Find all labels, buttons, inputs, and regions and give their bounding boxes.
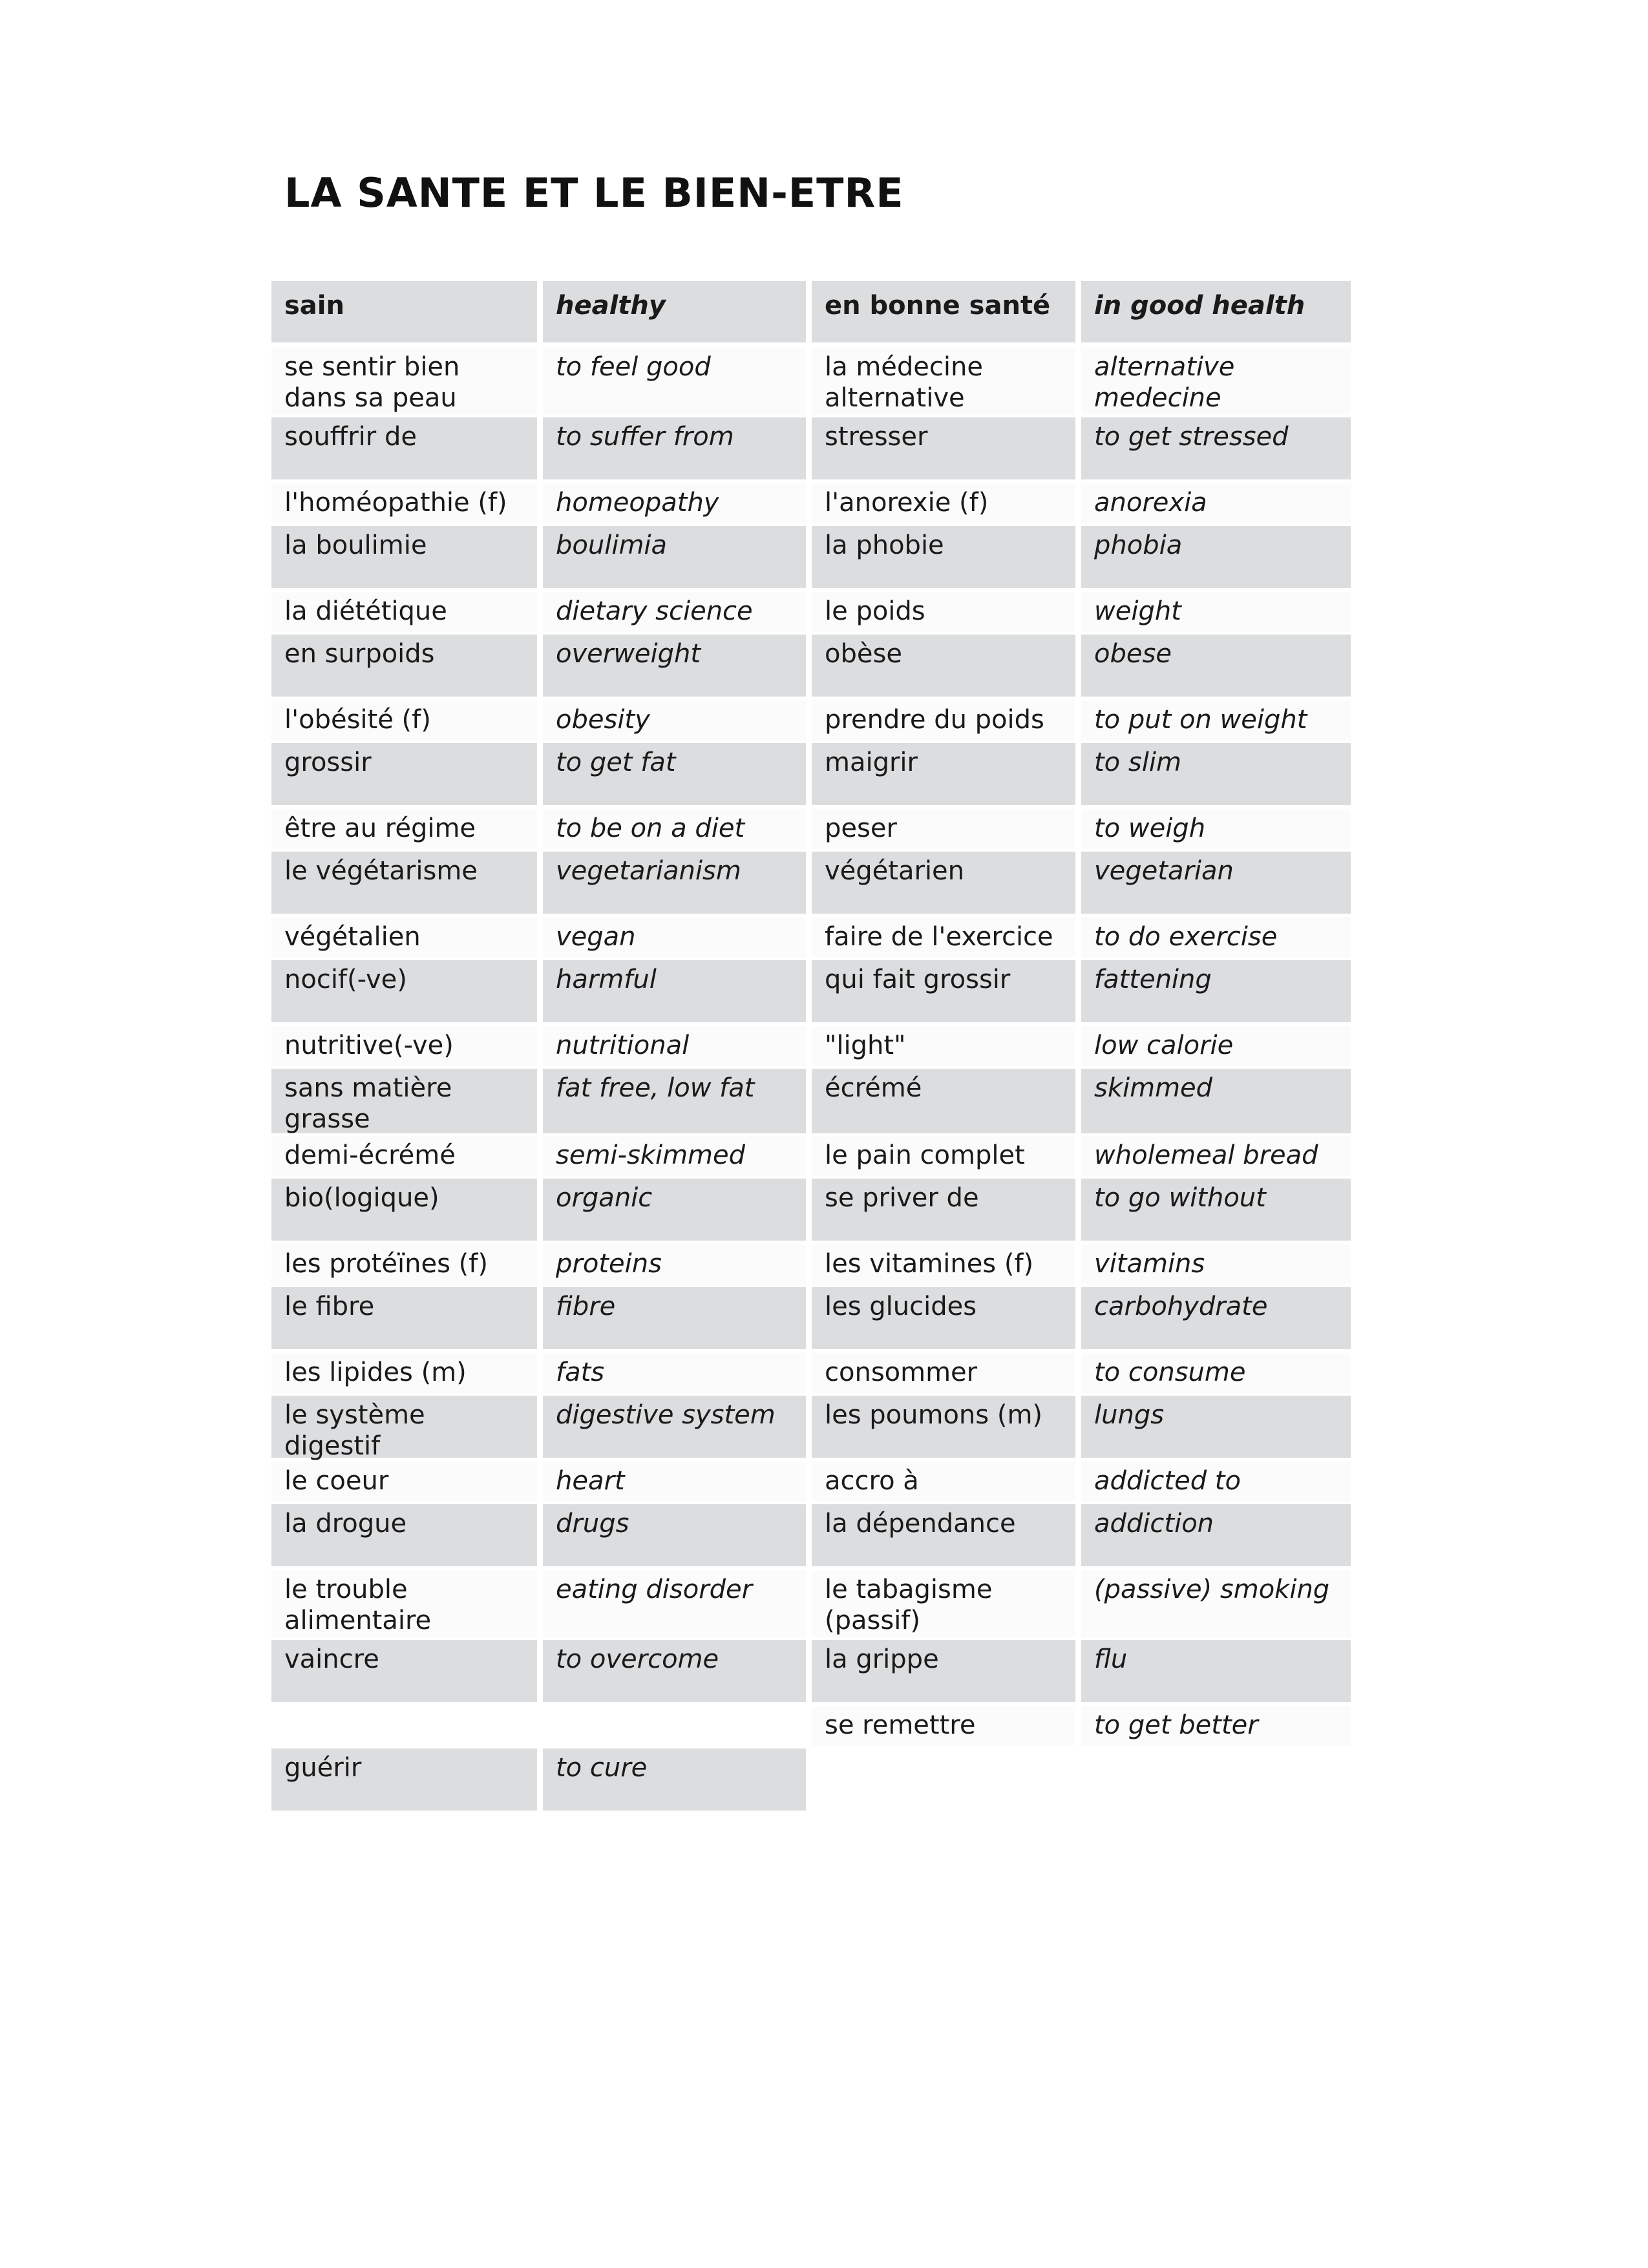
table-row [271,526,1351,588]
english-translation-cell: alternative medecine [1081,348,1351,415]
table-row [271,1504,1351,1566]
table-row [271,918,1351,958]
english-translation-cell: (passive) smoking [1081,1570,1351,1637]
english-translation-cell: eating disorder [543,1570,806,1637]
english-translation-cell: semi-skimmed [543,1136,806,1176]
french-term-cell: nocif(-ve) [271,960,537,1022]
french-term-cell: la diététique [271,592,537,632]
english-translation-cell: vegetarian [1081,852,1351,914]
french-term-cell: en surpoids [271,635,537,697]
english-translation-cell: addiction [1081,1504,1351,1566]
english-translation-cell: homeopathy [543,483,806,523]
french-term-cell: être au régime [271,809,537,849]
english-translation-cell [1081,1748,1351,1811]
french-term-cell: la boulimie [271,526,537,588]
french-term-cell: le végétarisme [271,852,537,914]
english-translation-cell: vegetarianism [543,852,806,914]
vocabulary-table [271,281,1351,1813]
french-term-cell: guérir [271,1748,537,1811]
header-cell: healthy [543,281,806,342]
table-row [271,960,1351,1022]
french-term-cell: se remettre [812,1706,1075,1746]
french-term-cell: qui fait grossir [812,960,1075,1022]
english-translation-cell: dietary science [543,592,806,632]
english-translation-cell: heart [543,1462,806,1502]
french-term-cell: se sentir bien dans sa peau [271,348,537,415]
french-term-cell: se priver de [812,1179,1075,1241]
english-translation-cell: obesity [543,700,806,740]
french-term-cell: l'homéopathie (f) [271,483,537,523]
english-translation-cell: fat free, low fat [543,1069,806,1133]
french-term-cell: la médecine alternative [812,348,1075,415]
header-cell: sain [271,281,537,342]
english-translation-cell: digestive system [543,1396,806,1458]
french-term-cell: l'obésité (f) [271,700,537,740]
english-translation-cell: to put on weight [1081,700,1351,740]
english-translation-cell: vitamins [1081,1244,1351,1285]
english-translation-cell: to overcome [543,1640,806,1702]
french-term-cell: obèse [812,635,1075,697]
french-term-cell: la grippe [812,1640,1075,1702]
english-translation-cell: drugs [543,1504,806,1566]
english-translation-cell: to be on a diet [543,809,806,849]
french-term-cell: le pain complet [812,1136,1075,1176]
french-term-cell: grossir [271,743,537,805]
english-translation-cell: overweight [543,635,806,697]
table-row [271,1462,1351,1502]
table-row [271,1748,1351,1811]
english-translation-cell: to feel good [543,348,806,415]
french-term-cell: vaincre [271,1640,537,1702]
french-term-cell: la phobie [812,526,1075,588]
table-row [271,743,1351,805]
french-term-cell: souffrir de [271,417,537,479]
table-row [271,1570,1351,1637]
french-term-cell: nutritive(-ve) [271,1026,537,1066]
english-translation-cell: to get stressed [1081,417,1351,479]
table-row [271,635,1351,697]
page-title: LA SANTE ET LE BIEN-ETRE [284,169,904,216]
french-term-cell [271,1706,537,1746]
french-term-cell: les poumons (m) [812,1396,1075,1458]
english-translation-cell: fibre [543,1287,806,1349]
english-translation-cell: to consume [1081,1353,1351,1393]
english-translation-cell: addicted to [1081,1462,1351,1502]
table-row [271,417,1351,479]
french-term-cell: le poids [812,592,1075,632]
french-term-cell [812,1748,1075,1811]
french-term-cell: faire de l'exercice [812,918,1075,958]
french-term-cell: bio(logique) [271,1179,537,1241]
french-term-cell: prendre du poids [812,700,1075,740]
english-translation-cell: fats [543,1353,806,1393]
english-translation-cell [543,1706,806,1746]
french-term-cell: le fibre [271,1287,537,1349]
french-term-cell: demi-écrémé [271,1136,537,1176]
table-row [271,1069,1351,1133]
english-translation-cell: to do exercise [1081,918,1351,958]
english-translation-cell: vegan [543,918,806,958]
table-row [271,1353,1351,1393]
french-term-cell: "light" [812,1026,1075,1066]
table-row [271,1706,1351,1746]
english-translation-cell: low calorie [1081,1026,1351,1066]
table-row [271,348,1351,415]
french-term-cell: végétarien [812,852,1075,914]
english-translation-cell: skimmed [1081,1069,1351,1133]
table-row [271,1179,1351,1241]
french-term-cell: végétalien [271,918,537,958]
english-translation-cell: to cure [543,1748,806,1811]
english-translation-cell: harmful [543,960,806,1022]
english-translation-cell: fattening [1081,960,1351,1022]
header-cell: en bonne santé [812,281,1075,342]
table-row [271,1136,1351,1176]
english-translation-cell: anorexia [1081,483,1351,523]
english-translation-cell: proteins [543,1244,806,1285]
english-translation-cell: to slim [1081,743,1351,805]
french-term-cell: stresser [812,417,1075,479]
french-term-cell: consommer [812,1353,1075,1393]
english-translation-cell: to go without [1081,1179,1351,1241]
english-translation-cell: lungs [1081,1396,1351,1458]
french-term-cell: maigrir [812,743,1075,805]
english-translation-cell: nutritional [543,1026,806,1066]
english-translation-cell: organic [543,1179,806,1241]
table-row [271,809,1351,849]
french-term-cell: la dépendance [812,1504,1075,1566]
french-term-cell: les glucides [812,1287,1075,1349]
english-translation-cell: boulimia [543,526,806,588]
french-term-cell: écrémé [812,1069,1075,1133]
english-translation-cell: obese [1081,635,1351,697]
english-translation-cell: flu [1081,1640,1351,1702]
french-term-cell: le trouble alimentaire [271,1570,537,1637]
english-translation-cell: wholemeal bread [1081,1136,1351,1176]
table-row [271,1026,1351,1066]
table-row [271,483,1351,523]
table-row [271,1396,1351,1461]
table-row [271,1640,1351,1702]
french-term-cell: la drogue [271,1504,537,1566]
french-term-cell: le tabagisme (passif) [812,1570,1075,1637]
english-translation-cell: to get fat [543,743,806,805]
table-row [271,592,1351,632]
table-header-row [271,281,1351,342]
english-translation-cell: phobia [1081,526,1351,588]
table-row [271,1287,1351,1349]
english-translation-cell: to suffer from [543,417,806,479]
french-term-cell: les vitamines (f) [812,1244,1075,1285]
french-term-cell: sans matière grasse [271,1069,537,1133]
table-row [271,700,1351,740]
french-term-cell: le coeur [271,1462,537,1502]
french-term-cell: le système digestif [271,1396,537,1458]
french-term-cell: les protéïnes (f) [271,1244,537,1285]
french-term-cell: accro à [812,1462,1075,1502]
table-row [271,1244,1351,1285]
english-translation-cell: weight [1081,592,1351,632]
english-translation-cell: to weigh [1081,809,1351,849]
header-cell: in good health [1081,281,1351,342]
french-term-cell: peser [812,809,1075,849]
french-term-cell: les lipides (m) [271,1353,537,1393]
table-row [271,852,1351,914]
english-translation-cell: carbohydrate [1081,1287,1351,1349]
english-translation-cell: to get better [1081,1706,1351,1746]
french-term-cell: l'anorexie (f) [812,483,1075,523]
